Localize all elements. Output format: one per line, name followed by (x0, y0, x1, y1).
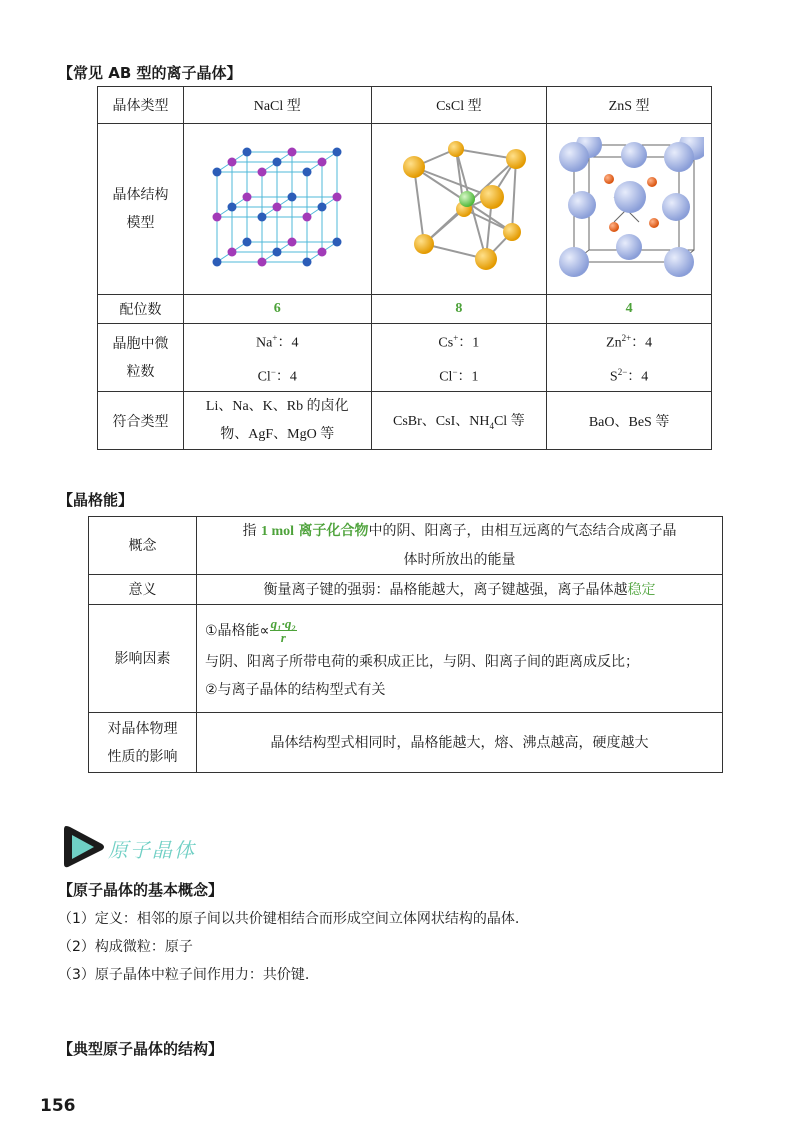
coord-cscl: 8 (371, 295, 547, 324)
examples-zns: BaO、BeS 等 (547, 392, 712, 450)
atomic-particles: （2）构成微粒：原子 (58, 939, 193, 955)
atomic-definition: （1）定义：相邻的原子间以共价键相结合而形成空间立体网状结构的晶体. (58, 911, 520, 927)
factors-text: ①晶格能∝ $\frac{\text{q₁·q₂}}{r}$ 与阴、阳离子所带电荷的乘积成正比，与阴、阳离子间的距离成反比； ②与离子晶体的结构型式有关 (197, 605, 723, 713)
zns-model-cell (547, 124, 712, 295)
effect-text: 晶体结构型式相同时，晶格能越大，熔、沸点越高，硬度越大 (197, 713, 723, 773)
section-title-lattice-energy: 【晶格能】 (58, 491, 134, 509)
header-zns: ZnS 型 (547, 87, 712, 124)
zns-structure-image (554, 137, 704, 277)
lattice-energy-fraction: $\frac{\text{q₁·q₂}}{r}$ (270, 616, 296, 645)
header-crystal-type: 晶体类型 (98, 87, 184, 124)
lattice-energy-table (88, 516, 723, 773)
examples-cscl: CsBr、CsI、$NH_4Cl$ 等 (371, 392, 547, 450)
label-concept: 概念 (89, 517, 197, 575)
section-title-typical-atomic: 【典型原子晶体的结构】 (58, 1040, 224, 1058)
label-examples: 符合类型 (98, 392, 184, 450)
header-nacl: NaCl 型 (183, 87, 371, 124)
nacl-model-cell (183, 124, 371, 295)
cscl-model-cell (371, 124, 547, 295)
atomic-force: （3）原子晶体中粒子间作用力：共价键. (58, 967, 310, 983)
ab-ionic-crystal-table (97, 86, 712, 450)
label-coordination: 配位数 (98, 295, 184, 324)
cscl-structure-image (384, 137, 534, 277)
atomic-crystal-heading: 原子晶体 (108, 838, 196, 862)
section-title-atomic-basic: 【原子晶体的基本概念】 (58, 881, 224, 899)
header-cscl: CsCl 型 (371, 87, 547, 124)
concept-text: 指 1 mol 离子化合物中的阴、阳离子，由相互远离的气态结合成离子晶 体时所放出的能量 (197, 517, 723, 575)
particles-cscl: Cs+：1 Cl−：1 (371, 324, 547, 392)
particles-nacl: Na+：4 Cl−：4 (183, 324, 371, 392)
label-particles: 晶胞中微 粒数 (98, 324, 184, 392)
label-factors: 影响因素 (89, 605, 197, 713)
examples-nacl: Li、Na、K、Rb 的卤化 物、AgF、MgO 等 (183, 392, 371, 450)
meaning-text: 衡量离子键的强弱：晶格能越大，离子键越强，离子晶体越稳定 (197, 575, 723, 605)
page-number: 156 (40, 1096, 76, 1116)
particles-zns: $Zn^{2+}$：4 $S^{2-}$：4 (547, 324, 712, 392)
label-meaning: 意义 (89, 575, 197, 605)
coord-nacl: 6 (183, 295, 371, 324)
play-badge-icon (60, 822, 108, 872)
section-title-ab-ionic: 【常见 AB 型的离子晶体】 (58, 64, 242, 82)
label-effect: 对晶体物理 性质的影响 (89, 713, 197, 773)
coord-zns: 4 (547, 295, 712, 324)
nacl-structure-image (197, 142, 357, 272)
label-structure-model: 晶体结构 模型 (98, 124, 184, 295)
atomic-crystal-section-header (60, 822, 220, 874)
